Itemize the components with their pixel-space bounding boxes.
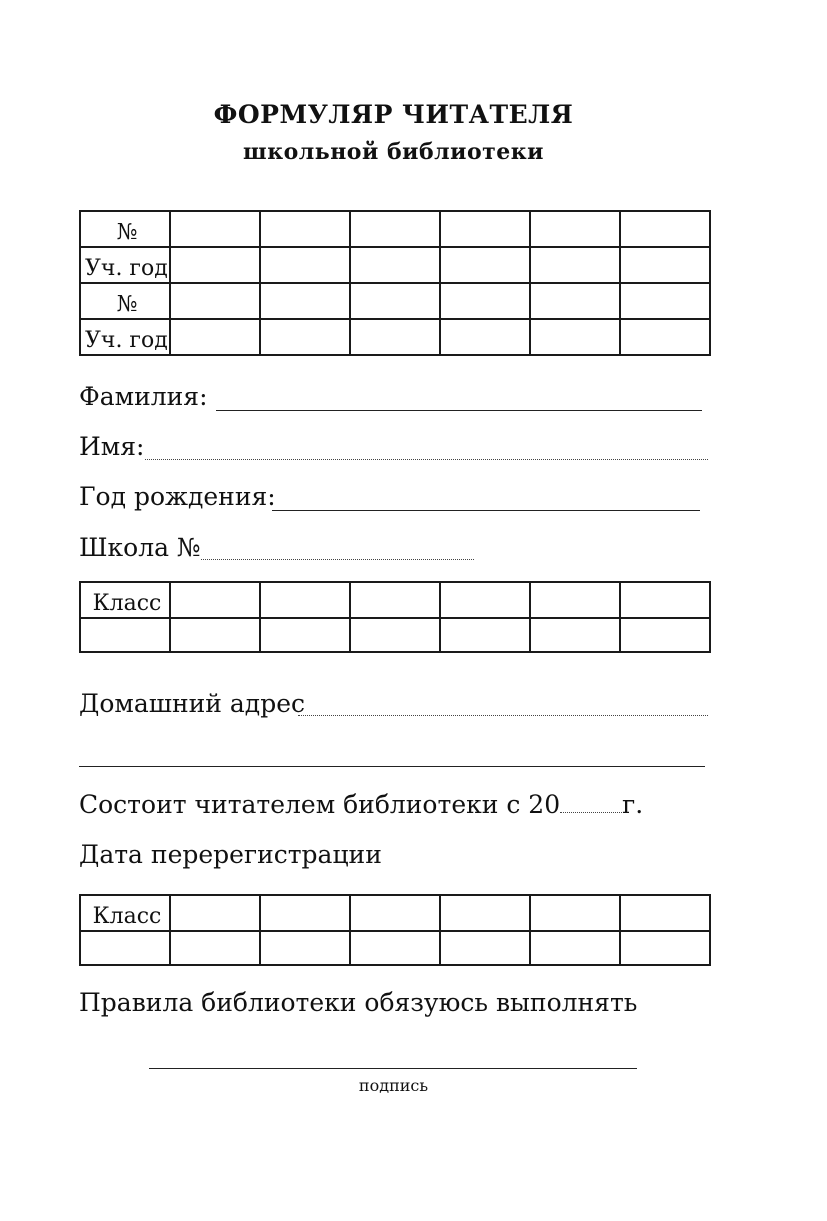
school-label: Школа № [79, 533, 201, 562]
table-cell[interactable] [350, 319, 440, 355]
table-cell[interactable] [170, 895, 260, 931]
table-cell[interactable] [260, 582, 350, 618]
row-label-number: № [80, 211, 170, 247]
birth-year-label: Год рождения: [79, 482, 276, 511]
table-cell[interactable] [350, 247, 440, 283]
table-cell[interactable] [350, 618, 440, 652]
class-label: Класс [80, 582, 170, 618]
address-field[interactable] [298, 715, 708, 716]
table-row [80, 582, 710, 618]
table-cell[interactable] [260, 211, 350, 247]
address-field-line-2[interactable] [79, 766, 705, 767]
table-cell[interactable] [350, 931, 440, 965]
table-cell[interactable] [620, 211, 710, 247]
table-cell[interactable] [440, 582, 530, 618]
table-row [80, 283, 710, 319]
top-registration-table [79, 210, 711, 356]
table-cell[interactable] [80, 618, 170, 652]
member-since-label [79, 790, 643, 819]
table-cell[interactable] [170, 618, 260, 652]
rules-statement: Правила библиотеки обязуюсь выполнять [79, 988, 638, 1017]
table-row [80, 895, 710, 931]
table-cell[interactable] [530, 582, 620, 618]
table-row [80, 931, 710, 965]
class-table-2 [79, 894, 711, 966]
table-cell[interactable] [620, 895, 710, 931]
table-cell[interactable] [170, 582, 260, 618]
table-cell[interactable] [530, 211, 620, 247]
table-cell[interactable] [620, 319, 710, 355]
reregistration-label: Дата перерегистрации [79, 840, 382, 869]
table-row [80, 618, 710, 652]
signature-caption: подпись [358, 1076, 429, 1095]
form-title: ФОРМУЛЯР ЧИТАТЕЛЯ [213, 100, 574, 129]
table-cell[interactable] [530, 895, 620, 931]
table-cell[interactable] [440, 247, 530, 283]
table-cell[interactable] [170, 211, 260, 247]
table-cell[interactable] [260, 283, 350, 319]
row-label-school-year: Уч. год [80, 247, 170, 283]
table-cell[interactable] [530, 247, 620, 283]
table-cell[interactable] [620, 247, 710, 283]
table-cell[interactable] [170, 931, 260, 965]
table-row [80, 247, 710, 283]
table-cell[interactable] [350, 895, 440, 931]
table-row [80, 211, 710, 247]
name-field[interactable] [145, 459, 708, 460]
class-table-1 [79, 581, 711, 653]
school-number-field[interactable] [201, 559, 474, 560]
table-cell[interactable] [260, 895, 350, 931]
table-cell[interactable] [80, 931, 170, 965]
surname-field[interactable] [216, 410, 702, 411]
table-cell[interactable] [530, 283, 620, 319]
form-subtitle: школьной библиотеки [243, 139, 544, 165]
table-cell[interactable] [530, 319, 620, 355]
table-cell[interactable] [530, 618, 620, 652]
table-cell[interactable] [170, 283, 260, 319]
table-cell[interactable] [620, 582, 710, 618]
address-label: Домашний адрес [79, 689, 306, 718]
class-label: Класс [80, 895, 170, 931]
table-cell[interactable] [260, 319, 350, 355]
table-cell[interactable] [170, 319, 260, 355]
table-cell[interactable] [350, 283, 440, 319]
table-cell[interactable] [440, 283, 530, 319]
table-cell[interactable] [440, 211, 530, 247]
name-label: Имя: [79, 432, 145, 461]
table-cell[interactable] [350, 582, 440, 618]
member-since-year-field[interactable] [560, 794, 622, 813]
table-cell[interactable] [620, 283, 710, 319]
table-cell[interactable] [170, 247, 260, 283]
table-cell[interactable] [260, 618, 350, 652]
table-row [80, 319, 710, 355]
table-cell[interactable] [440, 618, 530, 652]
member-since-prefix: Состоит читателем библиотеки с 20 [79, 790, 561, 819]
signature-field[interactable] [149, 1068, 637, 1069]
row-label-number: № [80, 283, 170, 319]
table-cell[interactable] [530, 931, 620, 965]
birth-year-field[interactable] [272, 510, 700, 511]
table-cell[interactable] [260, 931, 350, 965]
surname-label: Фамилия: [79, 382, 208, 411]
table-cell[interactable] [440, 895, 530, 931]
row-label-school-year: Уч. год [80, 319, 170, 355]
member-since-suffix: г. [622, 790, 644, 819]
table-cell[interactable] [260, 247, 350, 283]
table-cell[interactable] [620, 931, 710, 965]
table-cell[interactable] [440, 931, 530, 965]
table-cell[interactable] [350, 211, 440, 247]
table-cell[interactable] [440, 319, 530, 355]
table-cell[interactable] [620, 618, 710, 652]
